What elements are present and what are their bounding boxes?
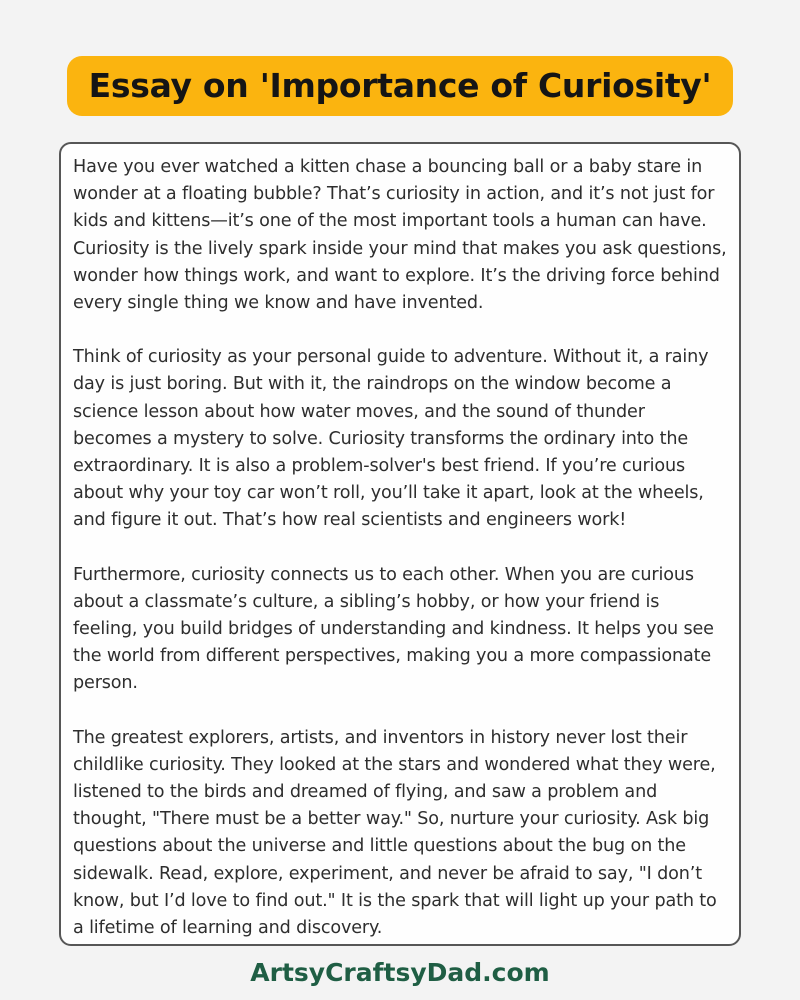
essay-paragraph-2: Think of curiosity as your personal guide to adventure. Without it, a rainy day is just boring. But with it, the raindrops on the window become a science lesson about how water moves, and the sound of thunder becomes a mystery to solve. Curiosity transforms the ordinary into the extraordinary. It is also a problem-solver's best friend. If you’re curious about why your toy car won’t roll, you’ll take it apart, look at the wheels, and figure it out. That’s how real scientists and engineers work! <box>73 347 709 531</box>
site-footer-brand: ArtsyCraftsyDad.com <box>250 958 550 987</box>
essay-paragraph-1: Have you ever watched a kitten chase a bouncing ball or a baby stare in wonder at a floating bubble? That’s curiosity in action, and it’s not just for kids and kittens—it’s one of the most important tools a human can have. Curiosity is the lively spark inside your mind that makes you ask questions, wonder how things work, and want to explore. It’s the driving force behind every single thing we know and have invented. <box>73 157 727 314</box>
essay-paragraph-4: The greatest explorers, artists, and inventors in history never lost their childlike curiosity. They looked at the stars and wondered what they were, listened to the birds and dreamed of flying, and saw a problem and thought, "There must be a better way." So, nurture your curiosity. Ask big questions about the universe and little questions about the bug on the sidewalk. Read, explore, experiment, and never be afraid to say, "I don’t know, but I’d love to find out." It is the spark that will light up your path to a lifetime of learning and discovery. <box>73 727 717 939</box>
essay-paragraph-3: Furthermore, curiosity connects us to each other. When you are curious about a classmate’s culture, a sibling’s hobby, or how your friend is feeling, you build bridges of understanding and kindness. It helps you see the world from different perspectives, making you a more compassionate person. <box>73 564 714 694</box>
essay-box <box>59 142 741 946</box>
essay-title: Essay on 'Importance of Curiosity' <box>67 56 734 116</box>
title-banner <box>0 56 800 116</box>
